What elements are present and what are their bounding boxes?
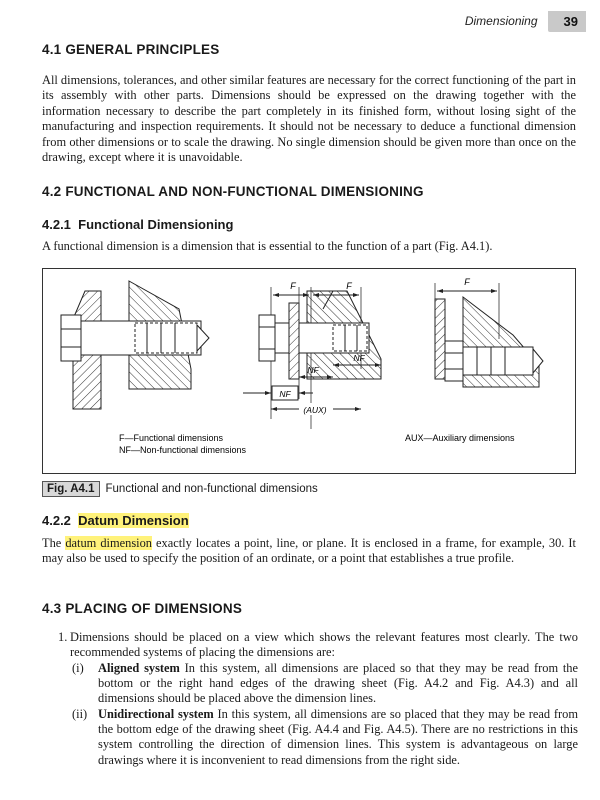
heading-4-2-1: [42, 217, 233, 232]
legend-functional: F—Functional dimensions: [119, 433, 224, 443]
figure-drawing: [43, 269, 575, 473]
heading-4-2: 4.2 FUNCTIONAL AND NON-FUNCTIONAL DIMENSIONING: [42, 184, 424, 199]
legend-non-functional: NF—Non-functional dimensions: [119, 445, 247, 455]
text-run: The: [42, 536, 66, 550]
paragraph-functional-dimensioning: A functional dimension is a dimension that is essential to the function of a part (Fig. A4.1).: [42, 239, 493, 253]
left-bolt-head: [61, 315, 81, 361]
sub-item-title: Unidirectional system: [98, 707, 214, 721]
label-f2: F: [346, 281, 352, 291]
middle-bolt-head: [259, 315, 275, 361]
caption-label: Fig. A4.1: [42, 481, 100, 497]
right-assembly: [435, 277, 543, 387]
sub-item-text: In this system, all dimensions are so placed that they may be read from the bottom edge of the drawing sheet (Fig. A4.4 and Fig. A4.5). There are no restrictions in this system controlling the direction of dimension lines. This system is advantageous on large drawings where it is inconvenient to read dimensions from the right side.: [98, 707, 578, 767]
paragraph-general-principles: All dimensions, tolerances, and other similar features are necessary for the correct functioning of the part in its assembly with other parts. Dimensions should be expressed on the drawing together with the information necessary to describe the part completely in its finished form, without losing sight of the manufacturing and inspection requirements. It should not be necessary to deduce a functional dimension from other dimensions or to scale the drawing. No single dimension should be given more than once on the drawing, except where it is unavoidable.: [42, 73, 576, 165]
right-bolt-head: [445, 341, 463, 381]
middle-assembly: [243, 281, 381, 429]
legend-auxiliary: AUX—Auxiliary dimensions: [405, 433, 515, 443]
left-assembly: [61, 281, 209, 409]
label-nf1: NF: [279, 389, 291, 399]
label-aux: (AUX): [303, 405, 327, 415]
list-item-1: [58, 630, 578, 660]
paragraph-datum-dimension: [42, 536, 576, 567]
label-nf3: NF: [353, 353, 365, 363]
sub-item-unidirectional-system: [72, 707, 578, 768]
sub-item-mark: (ii): [72, 707, 88, 721]
sub-item-mark: (i): [72, 661, 84, 675]
running-head: [465, 10, 586, 32]
figure-caption: [42, 479, 318, 498]
right-plate-hatch: [435, 299, 445, 379]
sub-item-aligned-system: [72, 661, 578, 707]
sub-item-title: Aligned system: [98, 661, 180, 675]
heading-4-2-2: [42, 513, 189, 528]
label-nf2: NF: [307, 365, 319, 375]
section-title-highlighted: Datum Dimension: [78, 513, 189, 528]
section-number: 4.2.1: [42, 217, 71, 232]
heading-4-1: 4.1 GENERAL PRINCIPLES: [42, 42, 220, 57]
section-number: 4.2.2: [42, 513, 71, 528]
list-number: 1.: [58, 630, 68, 644]
label-f3: F: [464, 277, 470, 287]
text-run: exactly locates a point, line, or plane. It is enclosed in a frame, for example, 30. It may also be used to specify the position of an ordinate, or a point that establishes a true profile.: [42, 536, 576, 566]
heading-4-3: 4.3 PLACING OF DIMENSIONS: [42, 601, 243, 616]
label-f1: F: [290, 281, 296, 291]
caption-text: Functional and non-functional dimensions: [105, 482, 318, 495]
list-text: Dimensions should be placed on a view which shows the relevant features most clearly. The two recommended systems of placing the dimensions are:: [70, 630, 578, 660]
figure-a4-1: [42, 268, 576, 474]
middle-plate-hatch: [289, 303, 299, 379]
section-title: Functional Dimensioning: [78, 217, 234, 232]
highlighted-term: datum dimension: [65, 536, 152, 550]
page-number: 39: [548, 11, 586, 32]
chapter-title: Dimensioning: [464, 14, 538, 28]
sub-item-text: In this system, all dimensions are placed so that they may be read from the bottom or the right hand edges of the drawing sheet (Fig. A4.2 and Fig. A4.3) and all dimensions should be placed above the dimension lines.: [98, 661, 578, 706]
